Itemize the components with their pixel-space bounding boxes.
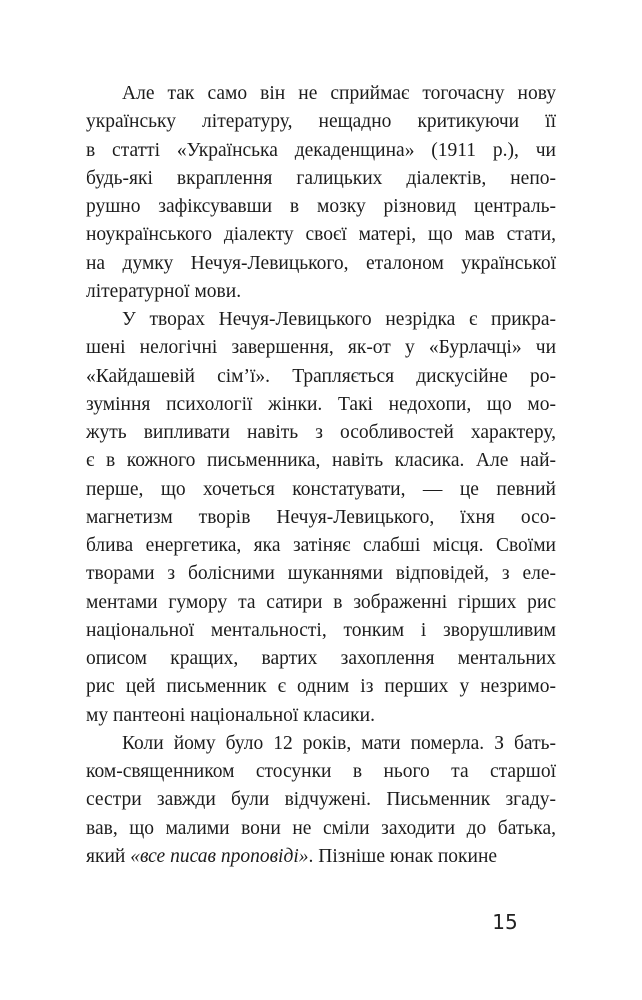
text-line: рис цей письменник є одним із перших у незримо- [86,676,556,698]
page-text-block [86,80,556,871]
text-line: в статті «Українська декаденщина» (1911 р.), чи [86,139,556,161]
text-line: зуміння психології жінки. Такі недохопи, що мо- [86,393,556,415]
italic-quote: «все писав проповіді» [130,845,309,867]
text-line: творами з болісними шуканнями відповідей, з еле- [86,563,556,585]
text-line: блива енергетика, яка затіняє слабші місця. Своїми [86,535,556,556]
text-line: українську літературу, нещадно критикуючи її [86,111,556,133]
text-line: ком-священником стосунки в нього та старшої [86,761,556,782]
text-line: рушно зафіксувавши в мозку різновид централь- [86,196,556,217]
paragraph [86,306,556,730]
text-line: му пантеоні національної класики. [86,704,375,726]
page-number: 15 [492,910,518,934]
text-line: магнетизм творів Нечуя-Левицького, їхня осо- [86,506,556,528]
paragraph [86,80,556,306]
text-line: національної ментальності, тонким і зворушливим [86,619,556,641]
text-line: сестри завжди були відчужені. Письменник згаду- [86,789,556,811]
text-line: який «все писав проповіді». Пізніше юнак покине [86,845,498,867]
text-line: є в кожного письменника, навіть класика. Але най- [86,450,556,472]
text-line: ментами гумору та сатири в зображенні гірших рис [86,591,556,613]
text-line: Коли йому було 12 років, мати померла. З бать- [122,732,556,754]
text-line: будь-які вкраплення галицьких діалектів, непо- [86,167,556,189]
text-line: У творах Нечуя-Левицького незрідка є прикра- [122,309,556,330]
text-line: шені нелогічні завершення, як-от у «Бурлачці» чи [86,337,556,359]
text-line: літературної мови. [86,280,242,302]
paragraph [86,730,556,871]
text-line: Але так само він не сприймає тогочасну нову [122,83,556,104]
text-line: на думку Нечуя-Левицького, еталоном української [86,252,556,274]
text-line: ноукраїнського діалекту своєї матері, що мав стати, [86,224,556,246]
text-line: перше, що хочеться констатувати, — це певний [86,478,556,500]
text-line: вав, що малими вони не сміли заходити до батька, [86,817,556,839]
text-line: жуть випливати навіть з особливостей характеру, [86,422,556,443]
text-line: «Кайдашевій сім’ї». Трапляється дискусійне ро- [86,365,556,387]
text-line: описом кращих, вартих захоплення ментальних [86,648,556,669]
